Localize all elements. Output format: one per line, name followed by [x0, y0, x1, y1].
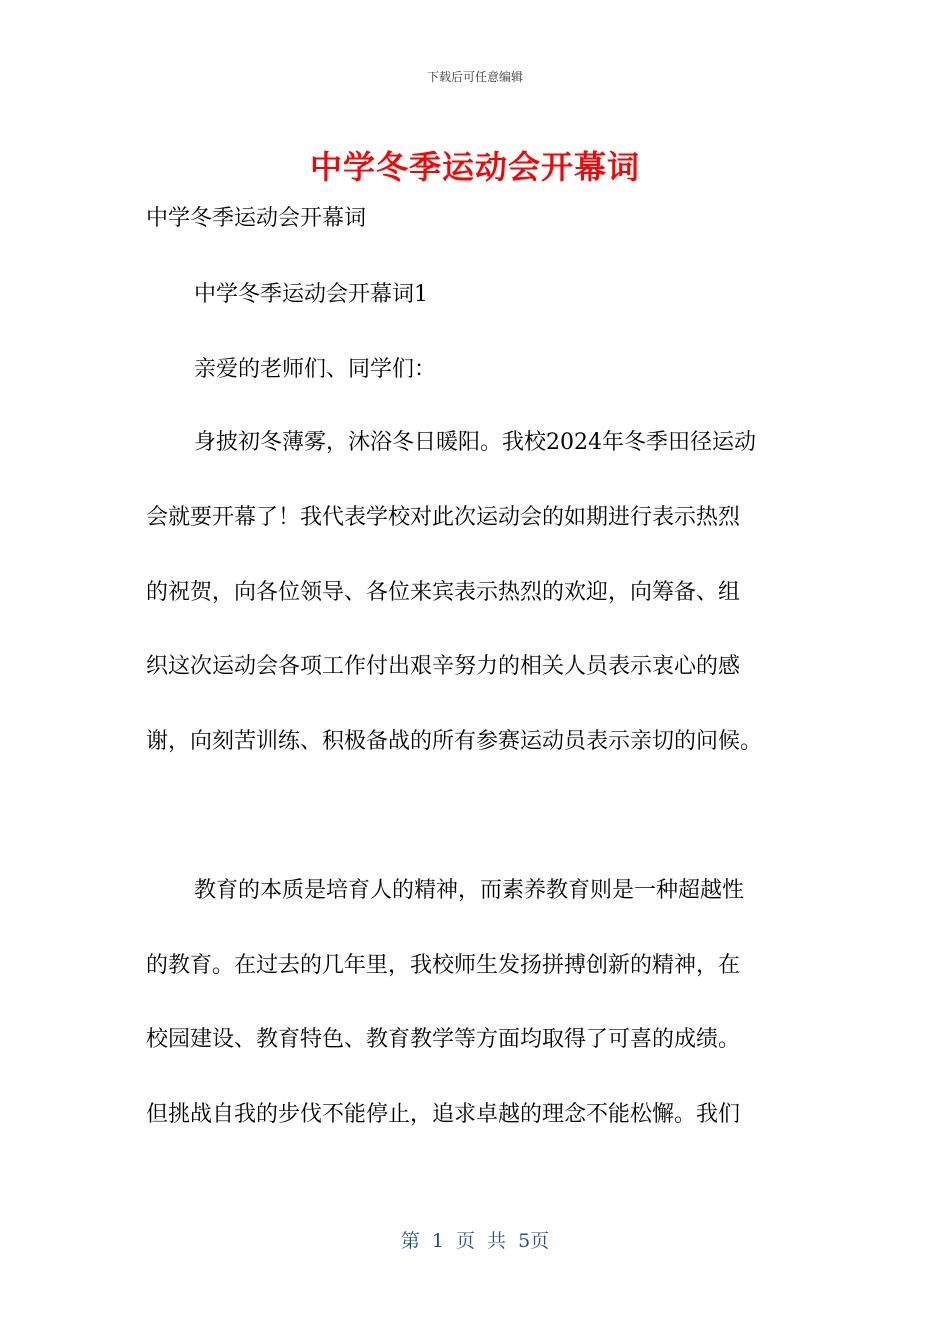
body-line: 的教育。在过去的几年里，我校师生发扬拼搏创新的精神，在: [146, 953, 741, 978]
body-line: 织这次运动会各项工作付出艰辛努力的相关人员表示衷心的感: [146, 654, 741, 679]
body-line: 的祝贺，向各位领导、各位来宾表示热烈的欢迎，向筹备、组: [146, 580, 741, 605]
body-line: 谢，向刻苦训练、积极备战的所有参赛运动员表示亲切的问候。: [146, 729, 763, 754]
body-line: 中学冬季运动会开幕词: [146, 206, 367, 231]
body-line: 教育的本质是培育人的精神，而素养教育则是一种超越性: [194, 878, 745, 903]
body-line: 校园建设、教育特色、教育教学等方面均取得了可喜的成绩。: [146, 1027, 741, 1052]
document-title: 中学冬季运动会开幕词: [309, 148, 640, 186]
body-line: 会就要开幕了！我代表学校对此次运动会的如期进行表示热烈: [146, 505, 741, 530]
body-line: 但挑战自我的步伐不能停止，追求卓越的理念不能松懈。我们: [146, 1102, 741, 1127]
page-header-note: 下载后可任意编辑: [426, 70, 523, 84]
body-line: 中学冬季运动会开幕词1: [194, 282, 428, 307]
body-line: 身披初冬薄雾，沐浴冬日暖阳。我校2024年冬季田径运动: [194, 430, 756, 455]
body-line: 亲爱的老师们、同学们：: [194, 357, 437, 382]
page-number-footer: 第 1 页 共 5页: [400, 1230, 550, 1252]
